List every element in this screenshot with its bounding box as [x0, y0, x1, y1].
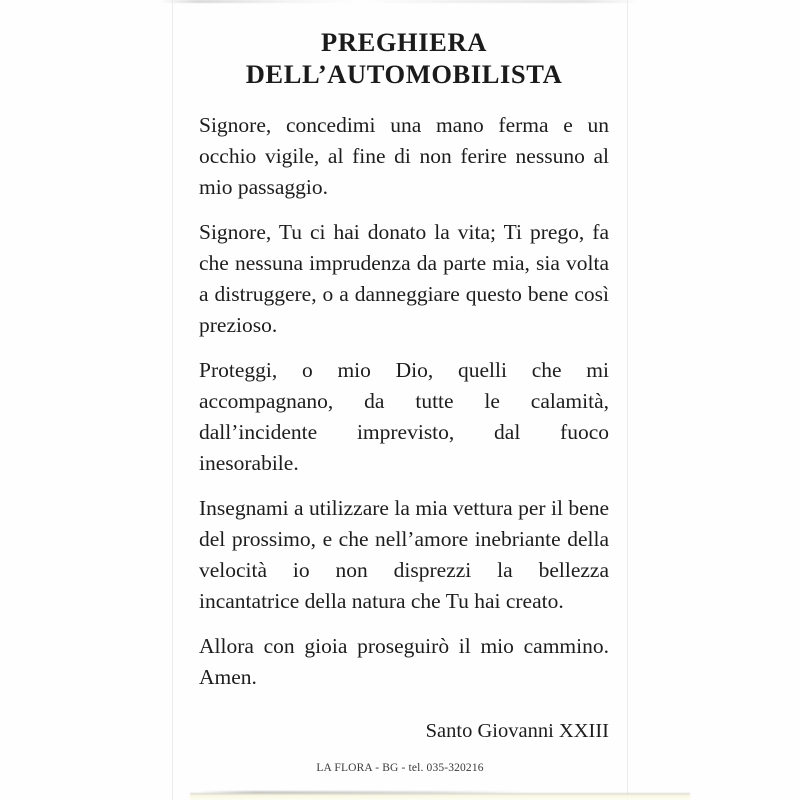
page-title-line-1: PREGHIERA	[321, 27, 487, 57]
under-card-strip	[190, 793, 690, 800]
publisher-footer: LA FLORA - BG - tel. 035-320216	[316, 762, 484, 774]
prayer-paragraph: Insegnami a utilizzare la mia vettura per il bene del prossimo, e che nell’amore inebriante della velocità io non disprezzi la bellezza incantatrice della natura che Tu hai creato.	[199, 496, 609, 613]
prayer-paragraph: Signore, Tu ci hai donato la vita; Ti prego, fa che nessuna imprudenza da parte mia, sia volta a distruggere, o a danneggiare questo bene così prezioso.	[199, 220, 609, 337]
prayer-paragraph: Allora con gioia proseguirò il mio cammino. Amen.	[199, 634, 609, 689]
prayer-body	[199, 110, 609, 693]
card-content	[199, 0, 609, 744]
card-edge-left	[172, 0, 173, 800]
page-title-line-2: DELL’AUTOMOBILISTA	[245, 59, 563, 89]
attribution: Santo Giovanni XXIII	[425, 720, 609, 742]
prayer-paragraph: Proteggi, o mio Dio, quelli che mi accompagnano, da tutte le calamità, dall’incidente imprevisto, dal fuoco inesorabile.	[199, 358, 609, 475]
card-edge-right	[627, 0, 628, 800]
prayer-paragraph: Signore, concedimi una mano ferma e un occhio vigile, al fine di non ferire nessuno al mio passaggio.	[199, 113, 609, 199]
page-title	[199, 0, 609, 90]
